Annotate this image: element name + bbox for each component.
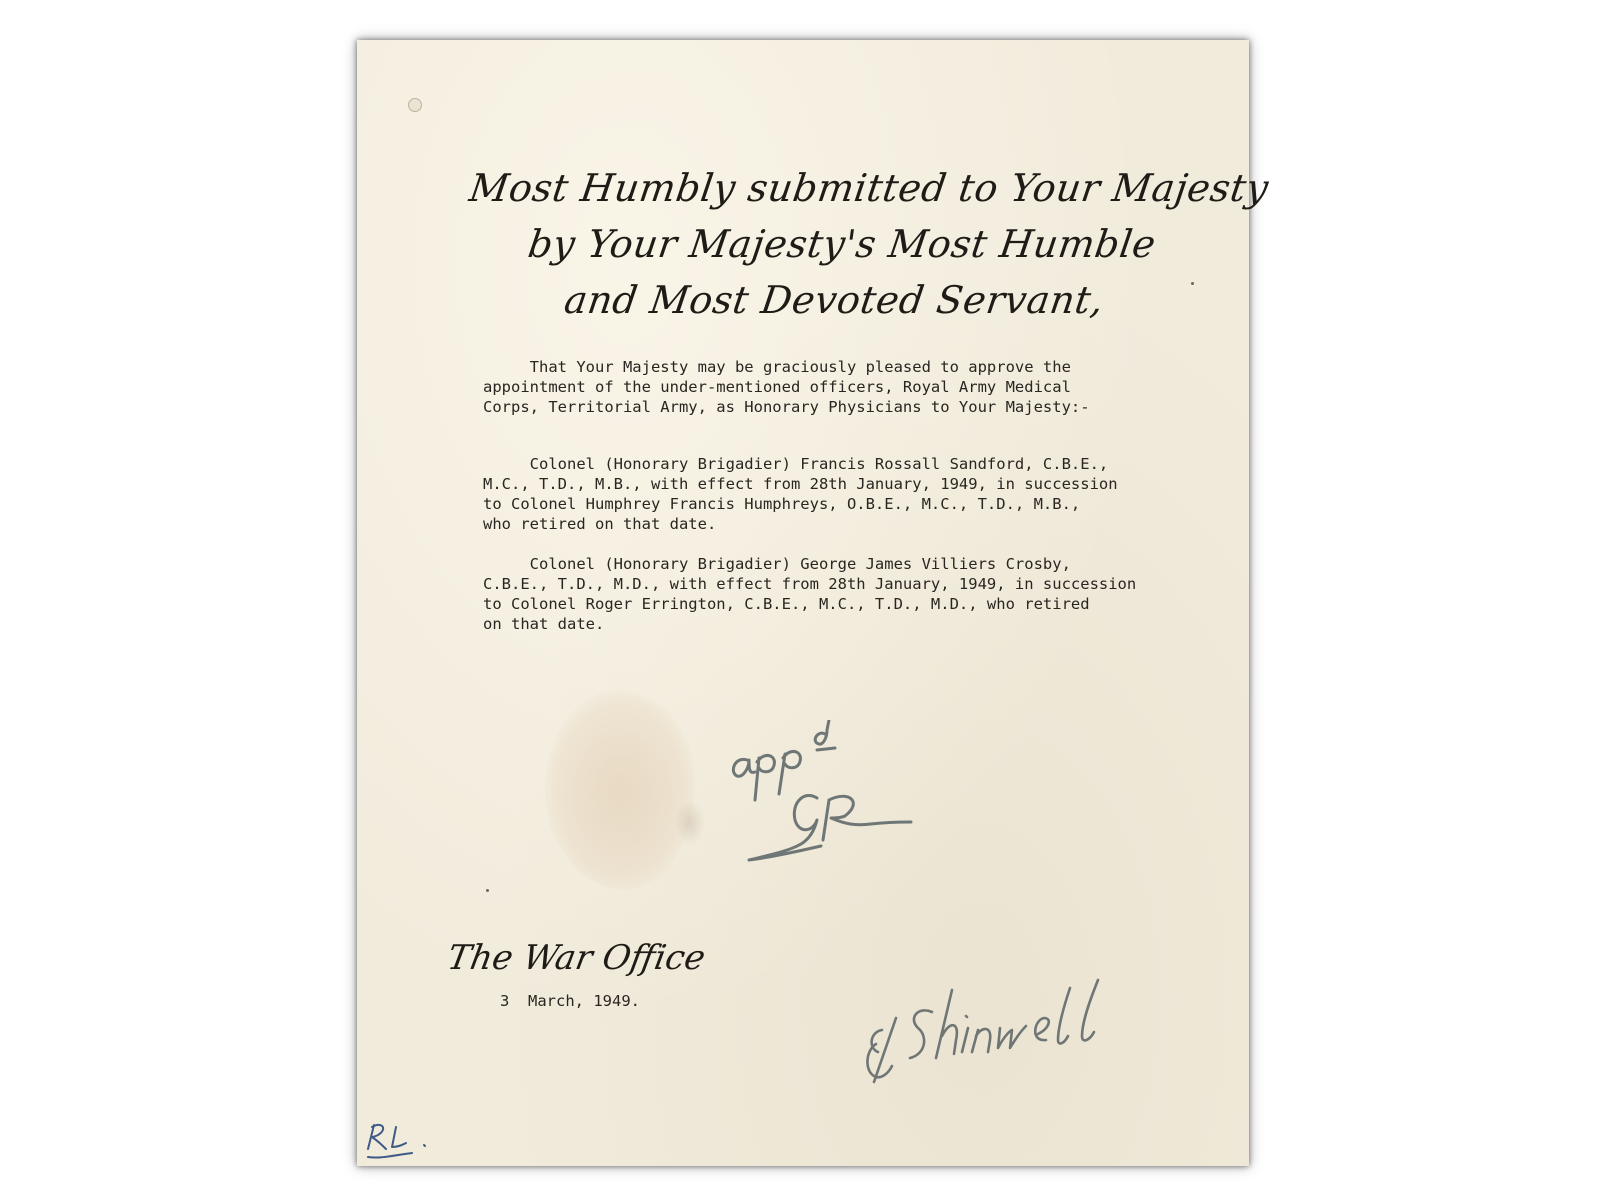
body-line: who retired on that date. [483, 515, 717, 533]
heading-line: by Your Majesty's Most Humble [525, 222, 1159, 266]
heading-line: Most Humbly submitted to Your Majesty [466, 166, 1272, 210]
appointment-paragraph-sandford [483, 454, 1203, 534]
body-line: C.B.E., T.D., M.D., with effect from 28th January, 1949, in succession [483, 575, 1137, 593]
body-line: to Colonel Roger Errington, C.B.E., M.C., T.D., M.D., who retired [483, 595, 1090, 613]
minister-signature [862, 970, 1122, 1090]
document-date: 3 March, 1949. [500, 992, 640, 1010]
body-line: to Colonel Humphrey Francis Humphreys, O.B.E., M.C., T.D., M.B., [483, 495, 1081, 513]
office-name: The War Office [444, 938, 709, 978]
punch-hole [408, 98, 422, 112]
appointment-paragraph-crosby [483, 554, 1203, 634]
body-line: That Your Majesty may be graciously pleased to approve the [483, 358, 1071, 376]
body-line: on that date. [483, 615, 605, 633]
ink-speck [486, 889, 489, 892]
body-line: appointment of the under-mentioned officers, Royal Army Medical [483, 378, 1071, 396]
royal-approval-signature [725, 720, 945, 880]
document-body [483, 357, 1203, 654]
body-line: M.C., T.D., M.B., with effect from 28th January, 1949, in succession [483, 475, 1118, 493]
document-heading [450, 160, 1272, 328]
water-stain-edge [675, 800, 705, 846]
clerk-initials [362, 1115, 442, 1165]
body-line: Corps, Territorial Army, as Honorary Physicians to Your Majesty:- [483, 398, 1090, 416]
heading-line: and Most Devoted Servant, [561, 278, 1107, 322]
body-line: Colonel (Honorary Brigadier) Francis Rossall Sandford, C.B.E., [483, 455, 1109, 473]
body-line: Colonel (Honorary Brigadier) George James Villiers Crosby, [483, 555, 1071, 573]
intro-paragraph [483, 357, 1203, 417]
